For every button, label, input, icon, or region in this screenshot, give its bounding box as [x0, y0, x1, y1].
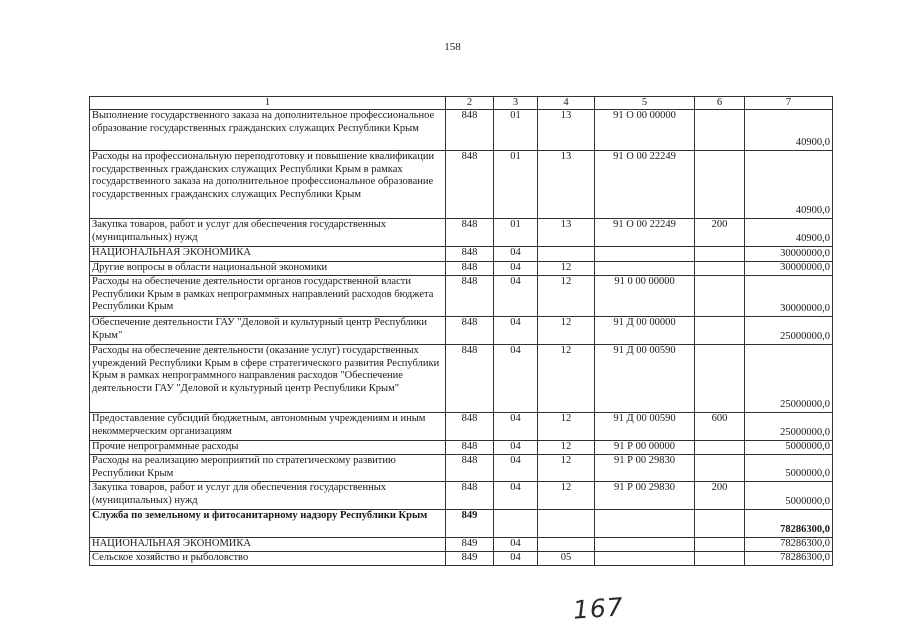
row-amount: 78286300,0	[745, 552, 833, 566]
row-target-article: 91 Р 00 29830	[595, 455, 695, 482]
row-admin-code: 849	[446, 510, 494, 538]
row-admin-code: 849	[446, 538, 494, 552]
row-target-article: 91 Р 00 29830	[595, 482, 695, 510]
row-expense-type	[695, 317, 745, 345]
row-subsection: 12	[538, 345, 595, 413]
row-expense-type	[695, 510, 745, 538]
row-target-article: 91 Д 00 00590	[595, 345, 695, 413]
row-description: Прочие непрограммные расходы	[90, 441, 446, 455]
row-expense-type: 200	[695, 219, 745, 247]
table-row	[90, 413, 833, 441]
row-amount: 30000000,0	[745, 247, 833, 262]
table-row	[90, 317, 833, 345]
row-admin-code: 848	[446, 276, 494, 317]
row-description: Расходы на обеспечение деятельности органов государственной власти Республики Крым в рамках непрограммных направлений расходов бюджета Республики Крым	[90, 276, 446, 317]
row-admin-code: 849	[446, 552, 494, 566]
row-amount: 25000000,0	[745, 345, 833, 413]
row-section: 04	[494, 276, 538, 317]
row-section: 01	[494, 151, 538, 219]
row-expense-type	[695, 345, 745, 413]
row-subsection: 13	[538, 219, 595, 247]
row-subsection	[538, 510, 595, 538]
row-subsection: 12	[538, 441, 595, 455]
row-target-article	[595, 247, 695, 262]
table-row	[90, 455, 833, 482]
row-target-article: 91 О 00 00000	[595, 110, 695, 151]
row-description: Предоставление субсидий бюджетным, автономным учреждениям и иным некоммерческим организациям	[90, 413, 446, 441]
row-expense-type: 200	[695, 482, 745, 510]
row-description: Другие вопросы в области национальной экономики	[90, 262, 446, 276]
row-target-article: 91 О 00 22249	[595, 219, 695, 247]
row-description: Закупка товаров, работ и услуг для обеспечения государственных (муниципальных) нужд	[90, 219, 446, 247]
row-description: Обеспечение деятельности ГАУ "Деловой и культурный центр Республики Крым"	[90, 317, 446, 345]
column-header: 4	[538, 97, 595, 110]
row-description: Выполнение государственного заказа на дополнительное профессиональное образование государственных гражданских служащих Республики Крым	[90, 110, 446, 151]
row-amount: 78286300,0	[745, 510, 833, 538]
row-amount: 25000000,0	[745, 317, 833, 345]
row-admin-code: 848	[446, 219, 494, 247]
budget-table	[89, 96, 833, 566]
row-description: Сельское хозяйство и рыболовство	[90, 552, 446, 566]
row-admin-code: 848	[446, 262, 494, 276]
table-row	[90, 441, 833, 455]
column-header: 5	[595, 97, 695, 110]
row-subsection: 12	[538, 413, 595, 441]
table-row	[90, 247, 833, 262]
row-section: 04	[494, 538, 538, 552]
row-description: НАЦИОНАЛЬНАЯ ЭКОНОМИКА	[90, 247, 446, 262]
row-admin-code: 848	[446, 345, 494, 413]
column-header: 3	[494, 97, 538, 110]
row-amount: 5000000,0	[745, 441, 833, 455]
row-admin-code: 848	[446, 482, 494, 510]
row-subsection: 13	[538, 151, 595, 219]
row-target-article: 91 Р 00 00000	[595, 441, 695, 455]
row-admin-code: 848	[446, 317, 494, 345]
row-description: Закупка товаров, работ и услуг для обеспечения государственных (муниципальных) нужд	[90, 482, 446, 510]
row-expense-type: 600	[695, 413, 745, 441]
row-amount: 30000000,0	[745, 276, 833, 317]
row-amount: 40900,0	[745, 110, 833, 151]
row-admin-code: 848	[446, 441, 494, 455]
row-section: 04	[494, 552, 538, 566]
row-target-article: 91 О 00 22249	[595, 151, 695, 219]
row-expense-type	[695, 441, 745, 455]
row-admin-code: 848	[446, 110, 494, 151]
row-subsection: 12	[538, 455, 595, 482]
row-section: 01	[494, 110, 538, 151]
row-description: НАЦИОНАЛЬНАЯ ЭКОНОМИКА	[90, 538, 446, 552]
row-subsection: 05	[538, 552, 595, 566]
table-row	[90, 482, 833, 510]
column-header: 7	[745, 97, 833, 110]
row-subsection: 12	[538, 276, 595, 317]
row-expense-type	[695, 262, 745, 276]
row-admin-code: 848	[446, 151, 494, 219]
row-admin-code: 848	[446, 455, 494, 482]
row-subsection: 12	[538, 482, 595, 510]
row-section: 04	[494, 482, 538, 510]
row-expense-type	[695, 110, 745, 151]
row-subsection	[538, 538, 595, 552]
row-amount: 40900,0	[745, 151, 833, 219]
table-row	[90, 262, 833, 276]
table-row	[90, 538, 833, 552]
row-section: 01	[494, 219, 538, 247]
row-target-article	[595, 552, 695, 566]
table-row	[90, 276, 833, 317]
row-amount: 25000000,0	[745, 413, 833, 441]
table-row	[90, 151, 833, 219]
table-row	[90, 110, 833, 151]
row-target-article	[595, 510, 695, 538]
row-amount: 30000000,0	[745, 262, 833, 276]
row-description: Расходы на профессиональную переподготовку и повышение квалификации государственных гражданских служащих Республики Крым в рамках государственного заказа на дополнительное профессиональное образование государственных гражданских служащих Республики Крым	[90, 151, 446, 219]
row-amount: 5000000,0	[745, 482, 833, 510]
row-section: 04	[494, 317, 538, 345]
row-amount: 78286300,0	[745, 538, 833, 552]
column-header: 2	[446, 97, 494, 110]
row-expense-type	[695, 247, 745, 262]
row-admin-code: 848	[446, 413, 494, 441]
row-section: 04	[494, 455, 538, 482]
table-row	[90, 345, 833, 413]
row-expense-type	[695, 538, 745, 552]
row-description: Расходы на обеспечение деятельности (оказание услуг) государственных учреждений Республики Крым в сфере стратегического развития Республики Крым в рамках непрограммного направления расходов "Обеспечение деятельности ГАУ "Деловой и культурный центр Республики Крым"	[90, 345, 446, 413]
row-section	[494, 510, 538, 538]
row-subsection: 12	[538, 262, 595, 276]
row-section: 04	[494, 441, 538, 455]
row-expense-type	[695, 552, 745, 566]
row-subsection: 13	[538, 110, 595, 151]
row-target-article	[595, 538, 695, 552]
row-target-article	[595, 262, 695, 276]
row-section: 04	[494, 247, 538, 262]
column-header: 1	[90, 97, 446, 110]
handwritten-page-number: 167	[572, 592, 625, 625]
table-row	[90, 552, 833, 566]
row-subsection: 12	[538, 317, 595, 345]
row-expense-type	[695, 276, 745, 317]
row-description: Расходы на реализацию мероприятий по стратегическому развитию Республики Крым	[90, 455, 446, 482]
row-admin-code: 848	[446, 247, 494, 262]
row-expense-type	[695, 455, 745, 482]
table-row	[90, 219, 833, 247]
row-expense-type	[695, 151, 745, 219]
row-subsection	[538, 247, 595, 262]
row-section: 04	[494, 262, 538, 276]
page-number: 158	[444, 41, 461, 53]
row-amount: 5000000,0	[745, 455, 833, 482]
row-target-article: 91 Д 00 00000	[595, 317, 695, 345]
row-description: Служба по земельному и фитосанитарному надзору Республики Крым	[90, 510, 446, 538]
row-section: 04	[494, 345, 538, 413]
row-target-article: 91 0 00 00000	[595, 276, 695, 317]
table-row	[90, 510, 833, 538]
row-target-article: 91 Д 00 00590	[595, 413, 695, 441]
row-section: 04	[494, 413, 538, 441]
column-header: 6	[695, 97, 745, 110]
header-row	[90, 97, 833, 110]
row-amount: 40900,0	[745, 219, 833, 247]
